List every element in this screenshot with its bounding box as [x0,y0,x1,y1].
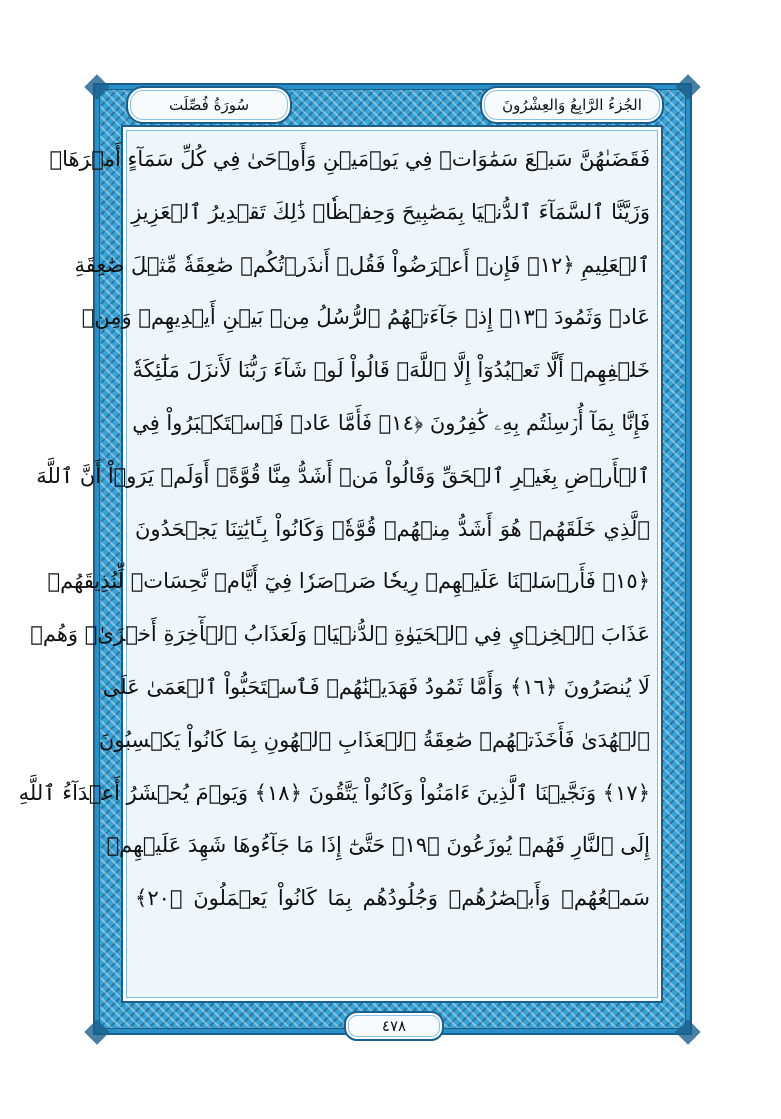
verse-line: ٱلۡهُدَىٰ فَأَخَذَتۡهُمۡ صَٰعِقَةُ ٱلۡعَذَابِ ٱلۡهُونِ بِمَا كَانُواْ يَكۡسِبُونَ [98,727,650,752]
verse-line: ﴿١٥﴾ فَأَرۡسَلۡنَا عَلَيۡهِمۡ رِيحٗا صَرۡصَرٗا فِيٓ أَيَّامٖ نَّحِسَاتٖ لِّنُذِيقَهُمۡ [47,569,650,594]
page-number: ٤٧٨ [344,1011,444,1041]
verse-line: ٱلۡأَرۡضِ بِغَيۡرِ ٱلۡحَقِّ وَقَالُواْ مَنۡ أَشَدُّ مِنَّا قُوَّةًۖ أَوَلَمۡ يَرَوۡاْ أَنَّ ٱللَّهَ [36,463,650,488]
verse-line: عَادٖ وَثَمُودَ ﴿١٣﴾ إِذۡ جَآءَتۡهُمُ ٱلرُّسُلُ مِنۢ بَيۡنِ أَيۡدِيهِمۡ وَمِنۡ [81,305,650,330]
verse-lines [18,133,650,925]
verse-line: فَقَضَىٰهُنَّ سَبۡعَ سَمَٰوَاتٖ فِي يَوۡمَيۡنِ وَأَوۡحَىٰ فِي كُلِّ سَمَآءٍ أَمۡرَهَاۚ [49,147,650,171]
verse-line: فَإِنَّا بِمَآ أُرۡسِلۡتُم بِهِۦ كَٰفِرُونَ ﴿١٤﴾ فَأَمَّا عَادٞ فَٱسۡتَكۡبَرُواْ فِي [132,410,650,435]
verse-line: ٱلۡعَلِيمِ ﴿١٢﴾ فَإِنۡ أَعۡرَضُواْ فَقُلۡ أَنذَرۡتُكُمۡ صَٰعِقَةٗ مِّثۡلَ صَٰعِقَةِ [74,252,650,277]
verse-line: ٱلَّذِي خَلَقَهُمۡ هُوَ أَشَدُّ مِنۡهُمۡ قُوَّةٗۖ وَكَانُواْ بِـَٔايَٰتِنَا يَجۡحَدُونَ [135,516,650,541]
surah-title: سُورَةُ فُصِّلَت [126,86,292,124]
verse-line: إِلَى ٱلنَّارِ فَهُمۡ يُوزَعُونَ ﴿١٩﴾ حَتَّىٰٓ إِذَا مَا جَآءُوهَا شَهِدَ عَلَيۡهِمۡ [106,833,650,858]
juz-title: الجُزءُ الرَّابِعُ وَالعِشْرُونَ [480,86,664,124]
verse-line: سَمۡعُهُمۡ وَأَبۡصَٰرُهُمۡ وَجُلُودُهُم بِمَا كَانُواْ يَعۡمَلُونَ ﴿٢٠﴾ [135,886,650,911]
verse-line: خَلۡفِهِمۡ أَلَّا تَعۡبُدُوٓاْ إِلَّا ٱللَّهَۖ قَالُواْ لَوۡ شَآءَ رَبُّنَا لَأَنزَلَ مَلَٰٓئِكَةٗ [132,358,650,383]
verse-line: وَزَيَّنَّا ٱلسَّمَآءَ ٱلدُّنۡيَا بِمَصَٰبِيحَ وَحِفۡظٗاۚ ذَٰلِكَ تَقۡدِيرُ ٱلۡعَزِيزِ [131,199,650,224]
verse-line: عَذَابَ ٱلۡخِزۡيِ فِي ٱلۡحَيَوٰةِ ٱلدُّنۡيَاۖ وَلَعَذَابُ ٱلۡأٓخِرَةِ أَخۡزَىٰۖ وَهُمۡ [30,622,650,647]
verse-line: لَا يُنصَرُونَ ﴿١٦﴾ وَأَمَّا ثَمُودُ فَهَدَيۡنَٰهُمۡ فَٱسۡتَحَبُّواْ ٱلۡعَمَىٰ عَلَى [102,674,650,699]
verse-line: ﴿١٧﴾ وَنَجَّيۡنَا ٱلَّذِينَ ءَامَنُواْ وَكَانُواْ يَتَّقُونَ ﴿١٨﴾ وَيَوۡمَ يُحۡشَرُ أَعۡدَآءُ ٱللَّهِ [18,780,650,805]
